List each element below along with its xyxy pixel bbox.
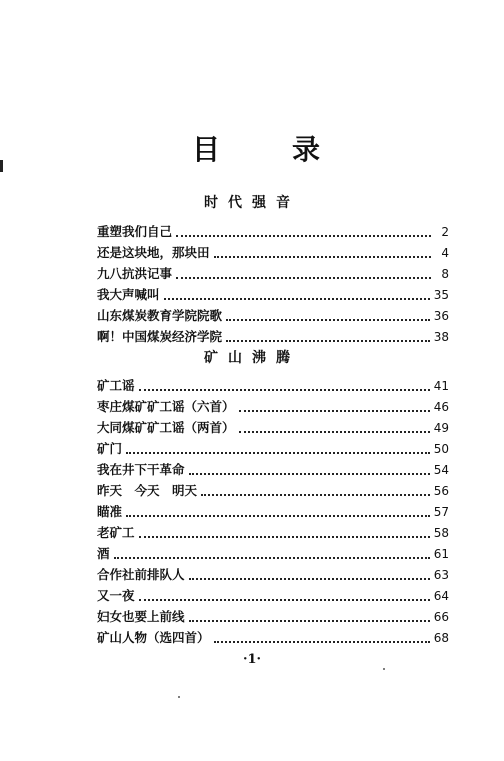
toc-entry [97, 523, 449, 543]
toc-entry [97, 327, 449, 347]
toc-entry-label: 枣庄煤矿矿工谣（六首） [97, 399, 235, 414]
dot-leader [176, 277, 431, 279]
toc-entry-page: 54 [433, 463, 449, 477]
title-char-2: 录 [292, 133, 321, 166]
toc-entry [97, 376, 449, 396]
toc-entry [97, 460, 449, 480]
toc-entry [97, 243, 449, 263]
toc-entry-page: 57 [433, 505, 449, 519]
dot-leader [126, 452, 430, 454]
dot-leader [239, 431, 430, 433]
toc-entry-page: 4 [441, 246, 449, 260]
dot-leader [114, 557, 430, 559]
dot-leader [139, 389, 430, 391]
dot-leader [176, 235, 431, 237]
toc-entry-label: 还是这块地，那块田 [97, 245, 210, 260]
toc-entry [97, 418, 449, 438]
toc-entry-page: 66 [433, 610, 449, 624]
dot-leader [139, 599, 430, 601]
toc-entry [97, 285, 449, 305]
toc-entry [97, 222, 449, 242]
toc-entry [97, 502, 449, 522]
dot-leader [164, 298, 430, 300]
print-speck [178, 696, 180, 698]
toc-entry-label: 瞄准 [97, 504, 123, 519]
toc-entry [97, 481, 449, 501]
dot-leader [214, 256, 431, 258]
toc-entry-page: 36 [433, 309, 449, 323]
toc-entry [97, 544, 449, 564]
dot-leader [139, 536, 430, 538]
toc-entry-label: 矿门 [97, 441, 123, 456]
toc-entry [97, 264, 449, 284]
dot-leader [201, 494, 430, 496]
toc-entry-label: 大同煤矿矿工谣（两首） [97, 420, 235, 435]
dot-leader [239, 410, 430, 412]
dot-leader [189, 578, 430, 580]
toc-entry [97, 607, 449, 627]
toc-entry-page: 68 [433, 631, 449, 645]
toc-entry-page: 58 [433, 526, 449, 540]
dot-leader [189, 473, 430, 475]
toc-entry [97, 628, 449, 648]
toc-entry-label: 我在井下干革命 [97, 462, 185, 477]
toc-entry-label: 昨天 今天 明天 [97, 483, 198, 498]
toc-entry-page: 46 [433, 400, 449, 414]
toc-entry-page: 41 [433, 379, 449, 393]
toc-entry [97, 439, 449, 459]
dot-leader [226, 319, 430, 321]
dot-leader [226, 340, 430, 342]
toc-entry-page: 50 [433, 442, 449, 456]
toc-entry-page: 8 [441, 267, 449, 281]
dot-leader [126, 515, 430, 517]
toc-entry-label: 重塑我们自己 [97, 224, 173, 239]
toc-entry-label: 九八抗洪记事 [97, 266, 173, 281]
toc-entry-label: 矿工谣 [97, 378, 135, 393]
toc-entry-page: 2 [441, 225, 449, 239]
toc-entry-page: 35 [433, 288, 449, 302]
page-number: ·1· [242, 652, 262, 667]
toc-entry-label: 合作社前排队人 [97, 567, 185, 582]
toc-entry-page: 56 [433, 484, 449, 498]
toc-entry [97, 397, 449, 417]
title-char-1: 目 [192, 133, 221, 166]
section-heading-2: 矿山沸腾 [204, 350, 300, 366]
toc-entry-page: 63 [433, 568, 449, 582]
section-heading-1: 时代强音 [204, 195, 300, 211]
toc-entry-label: 又一夜 [97, 588, 135, 603]
toc-entry-label: 我大声喊叫 [97, 287, 160, 302]
toc-entry-label: 老矿工 [97, 525, 135, 540]
toc-entry [97, 306, 449, 326]
page-title [0, 130, 504, 170]
toc-entry-page: 49 [433, 421, 449, 435]
toc-entry-label: 妇女也要上前线 [97, 609, 185, 624]
toc-entry-page: 38 [433, 330, 449, 344]
toc-entry-page: 61 [433, 547, 449, 561]
toc-entry-label: 山东煤炭教育学院院歌 [97, 308, 223, 323]
dot-leader [189, 620, 430, 622]
dot-leader [214, 641, 430, 643]
print-speck [383, 668, 385, 670]
toc-entry-page: 64 [433, 589, 449, 603]
toc-entry-label: 矿山人物（选四首） [97, 630, 210, 645]
toc-entry [97, 565, 449, 585]
toc-entry-label: 啊！中国煤炭经济学院 [97, 329, 223, 344]
toc-entry-label: 酒 [97, 546, 110, 561]
toc-entry [97, 586, 449, 606]
